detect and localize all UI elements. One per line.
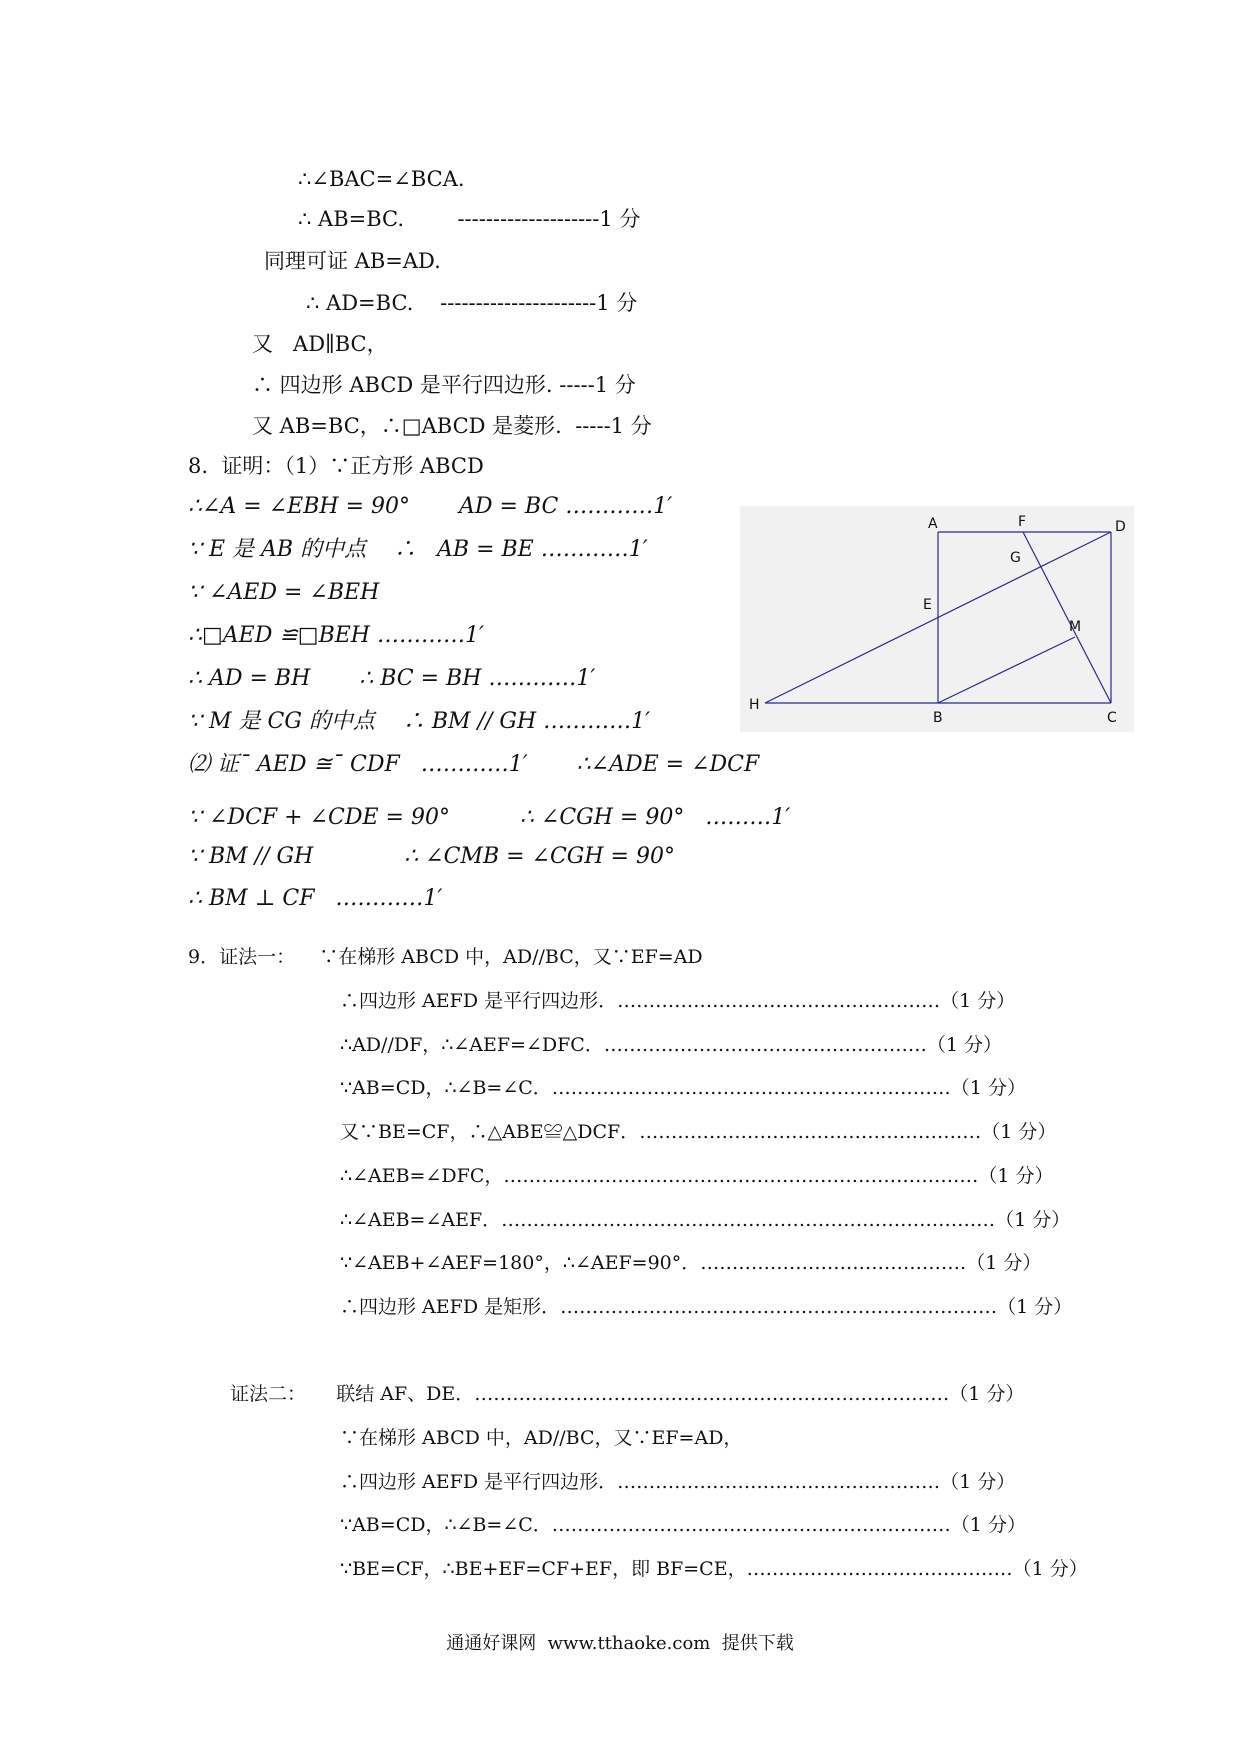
proof9-line-7: ∴∠AEB=∠AEF．……………………………………………………………………（1 分）	[340, 1209, 1071, 1231]
proof9-method2-line-1: 证法二： 联结 AF、DE．…………………………………………………………………（1 分）	[230, 1383, 1025, 1405]
label-H: H	[749, 697, 760, 713]
proof9-method2-line-2: ∵在梯形 ABCD 中，AD//BC，又∵EF=AD，	[340, 1427, 743, 1449]
proof8-line-9: ∵ ∠DCF + ∠CDE = 90° ∴ ∠CGH = 90° ………1′	[188, 805, 791, 830]
proof7-line-5: 又 AD∥BC，	[252, 332, 388, 356]
proof9-line-8: ∵∠AEB+∠AEF=180°，∴∠AEF=90°．……………………………………（1 分）	[340, 1252, 1042, 1274]
segment-FC	[1023, 532, 1111, 703]
label-B: B	[933, 710, 943, 726]
proof7-line-1: ∴∠BAC=∠BCA.	[298, 167, 465, 191]
proof7-line-6: ∴ 四边形 ABCD 是平行四边形. -----1 分	[252, 373, 636, 397]
proof7-line-4: ∴ AD=BC. ----------------------1 分	[306, 291, 638, 315]
label-A: A	[928, 516, 938, 532]
label-D: D	[1115, 519, 1126, 535]
proof8-line-11: ∴ BM ⊥ CF …………1′	[188, 886, 443, 911]
proof9-line-9: ∴四边形 AEFD 是矩形．……………………………………………………………（1 分）	[340, 1296, 1073, 1318]
proof8-line-2: ∴∠A = ∠EBH = 90° AD = BC …………1′	[188, 494, 673, 519]
proof8-line-4: ∵ ∠AED = ∠BEH	[188, 580, 380, 605]
proof9-method2-line-5: ∵BE=CF，∴BE+EF=CF+EF，即 BF=CE，……………………………………（1 分）	[340, 1558, 1088, 1580]
label-C: C	[1107, 710, 1117, 726]
proof8-line-3: ∵ E 是 AB 的中点 ∴ AB = BE …………1′	[188, 537, 648, 562]
proof8-line-7: ∵ M 是 CG 的中点 ∴ BM // GH …………1′	[188, 709, 651, 734]
proof9-method2-line-4: ∵AB=CD，∴∠B=∠C．………………………………………………………（1 分）	[340, 1514, 1026, 1536]
proof8-line-1: 8. 证明：（1）∵正方形 ABCD	[188, 454, 484, 478]
label-G: G	[1010, 550, 1021, 566]
label-M: M	[1069, 619, 1082, 635]
proof8-line-6: ∴ AD = BH ∴ BC = BH …………1′	[188, 666, 596, 691]
label-E: E	[923, 597, 932, 613]
segment-BM	[938, 637, 1075, 703]
proof9-line-3: ∴AD//DF，∴∠AEF=∠DFC．……………………………………………（1 分）	[340, 1034, 1002, 1056]
proof7-line-7: 又 AB=BC，∴□ABCD 是菱形. -----1 分	[252, 414, 652, 438]
proof8-line-5: ∴□AED ≌□BEH …………1′	[188, 623, 484, 648]
proof8-line-10: ∵ BM // GH ∴ ∠CMB = ∠CGH = 90°	[188, 844, 675, 869]
page-footer: 通通好课网 www.tthaoke.com 提供下载	[446, 1633, 794, 1654]
proof7-line-3: 同理可证 AB=AD.	[264, 249, 441, 273]
proof7-line-2: ∴ AB=BC. --------------------1 分	[298, 207, 641, 231]
square-triangle-diagram	[740, 506, 1134, 732]
proof9-line-4: ∵AB=CD，∴∠B=∠C．………………………………………………………（1 分）	[340, 1077, 1026, 1099]
proof8-line-8: ⑵ 证¯ AED ≅¯ CDF …………1′ ∴∠ADE = ∠DCF	[188, 752, 760, 777]
proof9-line-6: ∴∠AEB=∠DFC，…………………………………………………………………（1 分）	[340, 1165, 1054, 1187]
geometry-figure	[740, 506, 1134, 732]
proof9-line-1: 9．证法一： ∵在梯形 ABCD 中，AD//BC，又∵EF=AD	[188, 946, 703, 968]
proof9-line-5: 又∵BE=CF，∴△ABE≌△DCF．………………………………………………（1 分）	[340, 1121, 1057, 1143]
proof9-line-2: ∴四边形 AEFD 是平行四边形．……………………………………………（1 分）	[340, 990, 1016, 1012]
proof9-method2-line-3: ∴四边形 AEFD 是平行四边形．……………………………………………（1 分）	[340, 1471, 1016, 1493]
label-F: F	[1018, 514, 1027, 530]
